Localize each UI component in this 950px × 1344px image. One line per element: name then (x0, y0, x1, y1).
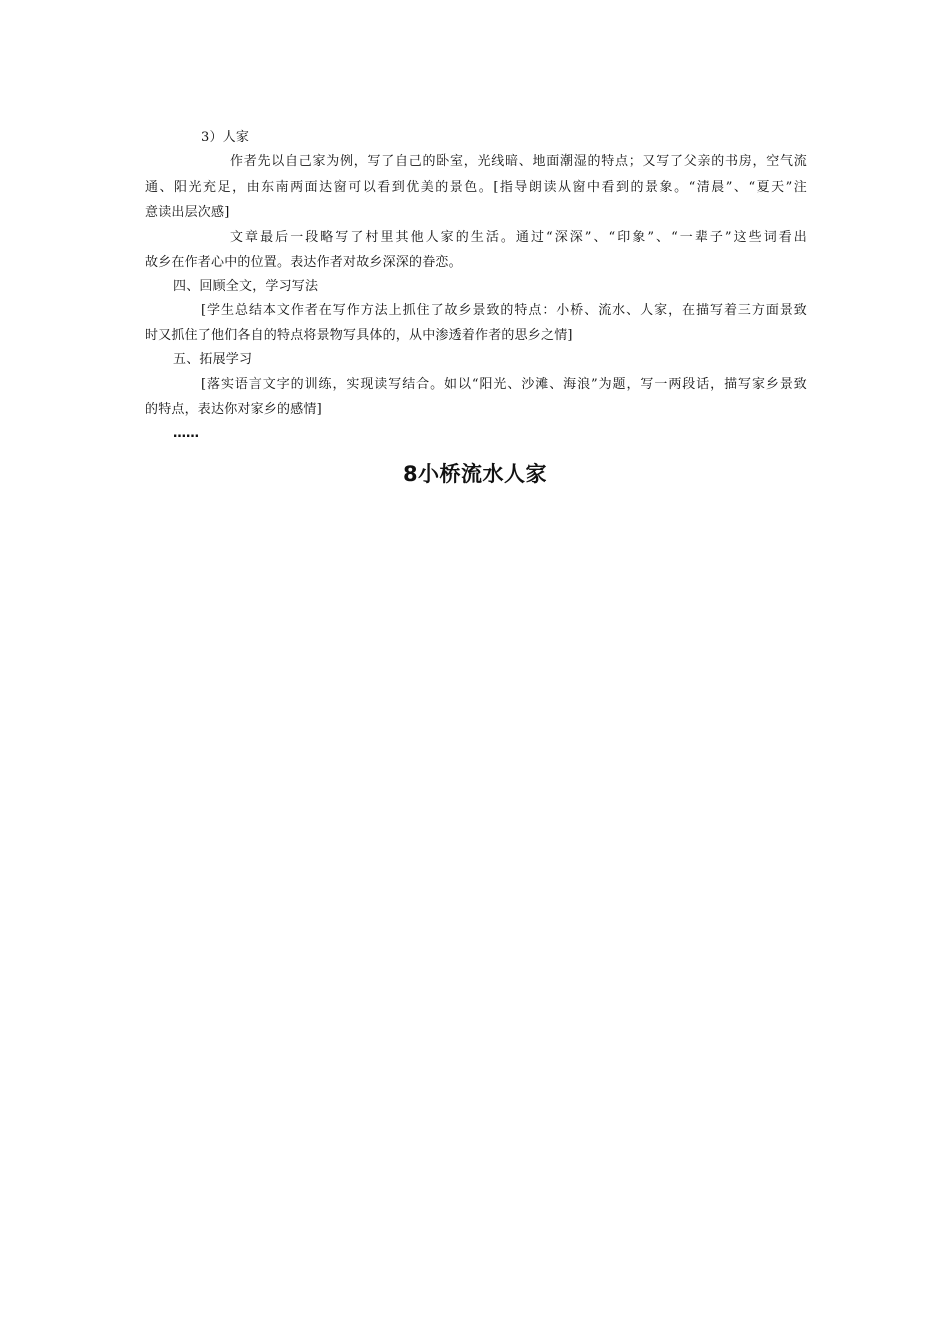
paragraph-extend-line-1: [落实语言文字的训练，实现读写结合。如以“阳光、沙滩、海浪”为题，写一两段话，描写家乡景致 (201, 377, 807, 392)
paragraph-home-line-3: 意读出层次感] (145, 205, 230, 220)
paragraph-village-line-1: 文章最后一段略写了村里其他人家的生活。通过“深深”、“印象”、“一辈子”这些词看出 (230, 230, 807, 245)
paragraph-review-line-2: 时又抓住了他们各自的特点将景物写具体的，从中渗透着作者的思乡之情] (145, 328, 573, 343)
paragraph-extend-line-2: 的特点，表达你对家乡的感情] (145, 402, 322, 417)
paragraph-home-line-1: 作者先以自己家为例，写了自己的卧室，光线暗、地面潮湿的特点；又写了父亲的书房，空气流 (230, 154, 807, 169)
paragraph-village-line-2: 故乡在作者心中的位置。表达作者对故乡深深的眷恋。 (145, 255, 462, 270)
ellipsis: …… (173, 426, 199, 441)
paragraph-review-line-1: [学生总结本文作者在写作方法上抓住了故乡景致的特点：小桥、流水、人家，在描写着三方面景致 (201, 303, 807, 318)
section-5-heading: 五、拓展学习 (173, 352, 253, 367)
lesson-title: 8小桥流水人家 (402, 462, 548, 486)
paragraph-home-line-2: 通、阳光充足，由东南两面达窗可以看到优美的景色。[指导朗读从窗中看到的景象。“清晨”、“夏天”注 (145, 180, 807, 195)
section-4-heading: 四、回顾全文，学习写法 (173, 279, 319, 294)
section-3-heading: 3）人家 (201, 130, 250, 145)
